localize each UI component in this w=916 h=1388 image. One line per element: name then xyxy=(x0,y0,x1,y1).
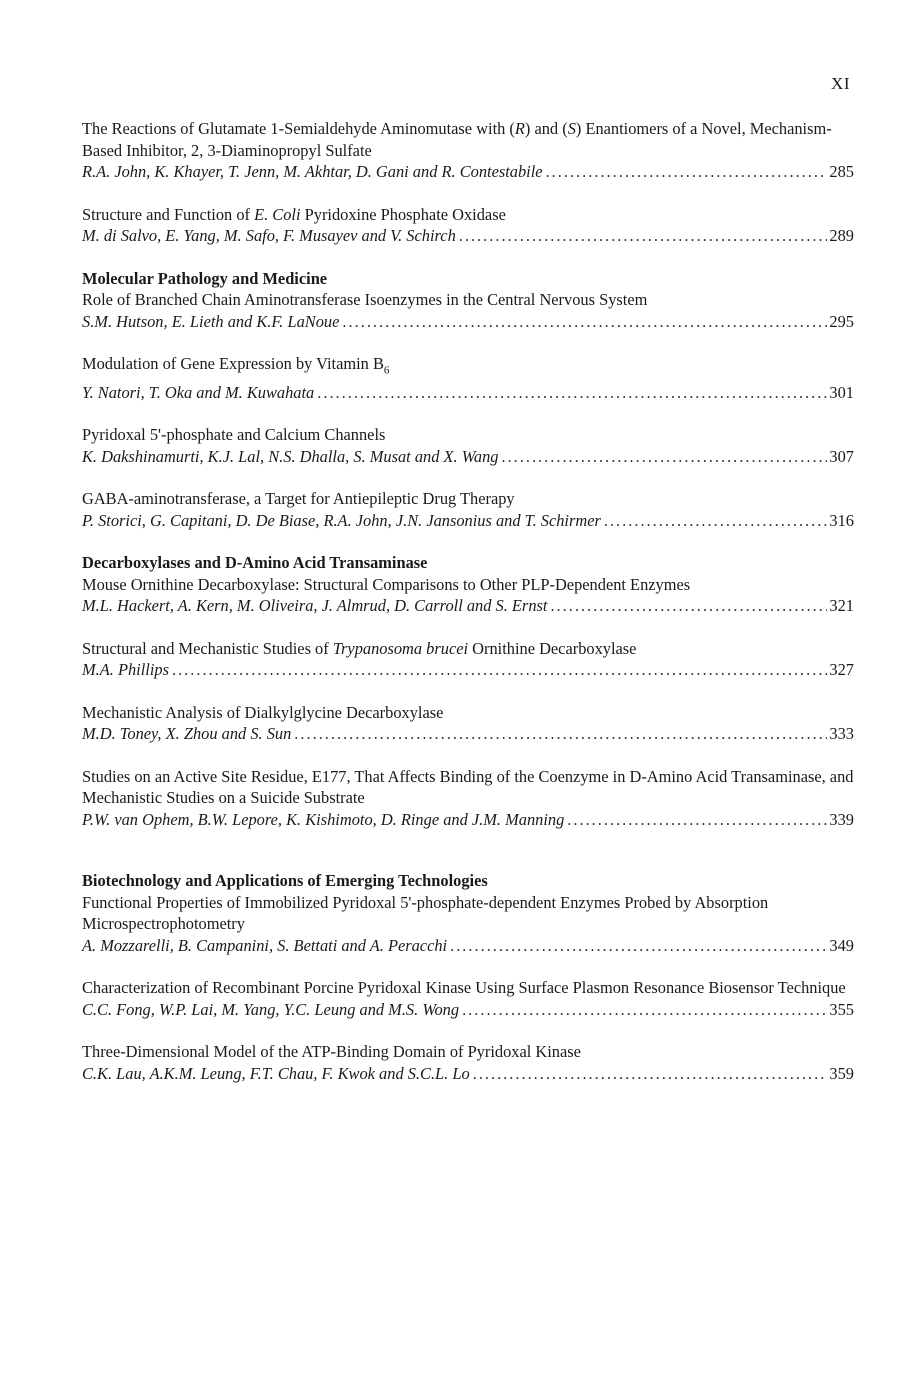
toc-entry xyxy=(82,268,854,333)
entry-authors: Y. Natori, T. Oka and M. Kuwahata xyxy=(82,382,315,402)
entry-authors: M.L. Hackert, A. Kern, M. Oliveira, J. Almrud, D. Carroll and S. Ernst xyxy=(82,596,548,616)
entry-title: Studies on an Active Site Residue, E177, That Affects Binding of the Coenzyme in D-Amino Acid Transaminase, and Mechanistic Studies on a Suicide Substrate xyxy=(82,766,854,808)
dot-leader xyxy=(546,161,828,183)
dot-leader xyxy=(550,595,827,617)
toc-entry xyxy=(82,118,854,183)
entry-authors: C.K. Lau, A.K.M. Leung, F.T. Chau, F. Kwok and S.C.L. Lo xyxy=(82,1063,470,1083)
toc-entry xyxy=(82,488,854,531)
section-heading: Decarboxylases and D-Amino Acid Transaminase xyxy=(82,553,428,573)
toc-entry xyxy=(82,353,854,403)
entry-page: 333 xyxy=(829,724,854,744)
entry-authors: M.A. Phillips xyxy=(82,660,169,680)
entry-title: Modulation of Gene Expression by Vitamin $B_6$ xyxy=(82,354,390,377)
toc-entry xyxy=(82,870,854,956)
entry-title: Role of Branched Chain Aminotransferase Isoenzymes in the Central Nervous System xyxy=(82,290,648,309)
entry-title: GABA-aminotransferase, a Target for Antiepileptic Drug Therapy xyxy=(82,489,515,509)
entry-page: 307 xyxy=(829,446,854,466)
toc-entry xyxy=(82,552,854,617)
entry-page: 349 xyxy=(829,935,854,955)
dot-leader xyxy=(604,510,828,532)
entry-authors: M. di Salvo, E. Yang, M. Safo, F. Musayev and V. Schirch xyxy=(82,226,456,245)
entry-title: Characterization of Recombinant Porcine Pyridoxal Kinase Using Surface Plasmon Resonance Biosensor Technique xyxy=(82,978,846,998)
toc-entry xyxy=(82,1041,854,1084)
entry-title: Structure and Function of E. Coli Pyridoxine Phosphate Oxidase xyxy=(82,204,506,224)
dot-leader xyxy=(459,225,828,247)
dot-leader xyxy=(567,809,827,831)
entry-title: Three-Dimensional Model of the ATP-Binding Domain of Pyridoxal Kinase xyxy=(82,1042,581,1062)
toc-entry xyxy=(82,638,854,681)
entry-page: 295 xyxy=(829,311,854,331)
entry-authors: C.C. Fong, W.P. Lai, M. Yang, Y.C. Leung and M.S. Wong xyxy=(82,999,460,1019)
entry-authors: K. Dakshinamurti, K.J. Lal, N.S. Dhalla, S. Musat and X. Wang xyxy=(82,446,499,466)
entry-page: 301 xyxy=(829,382,854,402)
dot-leader xyxy=(342,311,827,333)
entry-authors: S.M. Hutson, E. Lieth and K.F. LaNoue xyxy=(82,311,340,331)
dot-leader xyxy=(172,659,827,681)
dot-leader xyxy=(473,1063,828,1085)
dot-leader xyxy=(317,382,827,404)
section-heading: Biotechnology and Applications of Emerging Technologies xyxy=(82,871,488,891)
entry-page: 339 xyxy=(829,809,854,829)
toc-entry xyxy=(82,204,854,247)
toc-entry xyxy=(82,766,854,831)
entry-page: 321 xyxy=(829,596,854,616)
entry-title: Mechanistic Analysis of Dialkylglycine Decarboxylase xyxy=(82,702,444,722)
entry-title: Functional Properties of Immobilized Pyridoxal 5'-phosphate-dependent Enzymes Probed by Absorption Microspectrophotometry xyxy=(82,892,769,934)
toc-entry xyxy=(82,702,854,745)
entry-page: 327 xyxy=(829,660,854,680)
entry-authors: A. Mozzarelli, B. Campanini, S. Bettati and A. Peracchi xyxy=(82,935,448,955)
entry-page: 355 xyxy=(829,999,854,1019)
dot-leader xyxy=(501,446,827,468)
toc-entry xyxy=(82,977,854,1020)
dot-leader xyxy=(462,999,827,1021)
entry-authors: M.D. Toney, X. Zhou and S. Sun xyxy=(82,724,292,744)
entry-authors: R.A. John, K. Khayer, T. Jenn, M. Akhtar, D. Gani and R. Contestabile xyxy=(82,162,543,181)
entry-page: 289 xyxy=(829,226,854,245)
entry-page: 316 xyxy=(829,510,854,530)
entry-page: 359 xyxy=(829,1063,854,1083)
dot-leader xyxy=(450,935,827,957)
toc-entry xyxy=(82,424,854,467)
entry-title: The Reactions of Glutamate 1-Semialdehyde Aminomutase with (R) and (S) Enantiomers of a Novel, Mechanism-Based Inhibitor, 2, 3-Diaminopropyl Sulfate xyxy=(82,119,832,160)
section-heading: Molecular Pathology and Medicine xyxy=(82,268,328,288)
entry-authors: P. Storici, G. Capitani, D. De Biase, R.A. John, J.N. Jansonius and T. Schirmer xyxy=(82,510,601,530)
page-number: XI xyxy=(831,74,850,93)
entry-title: Pyridoxal 5'-phosphate and Calcium Channels xyxy=(82,425,386,445)
entry-authors: P.W. van Ophem, B.W. Lepore, K. Kishimoto, D. Ringe and J.M. Manning xyxy=(82,809,565,829)
table-of-contents xyxy=(82,118,854,1105)
entry-title: Structural and Mechanistic Studies of Trypanosoma brucei Ornithine Decarboxylase xyxy=(82,638,637,658)
entry-title: Mouse Ornithine Decarboxylase: Structural Comparisons to Other PLP-Dependent Enzymes xyxy=(82,574,691,594)
entry-page: 285 xyxy=(829,162,854,181)
dot-leader xyxy=(294,723,827,745)
